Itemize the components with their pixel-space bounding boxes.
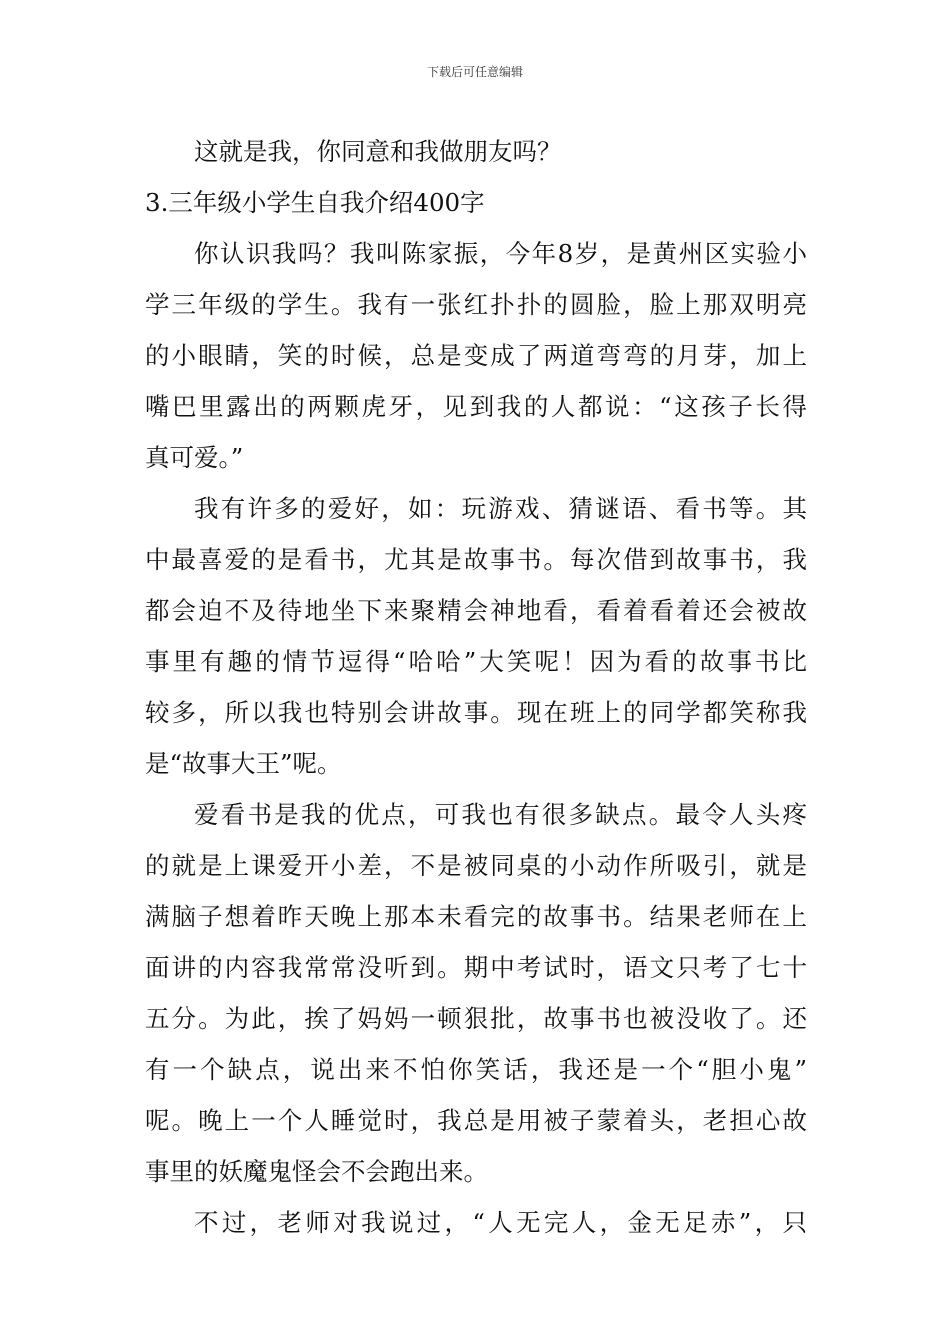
paragraph-line: 中最喜爱的是看书，尤其是故事书。每次借到故事书，我 [145,545,807,574]
paragraph-line: 五分。为此，挨了妈妈一顿狠批，故事书也被没收了。还 [145,1004,807,1033]
paragraph-line: 真可爱。” [145,443,244,472]
paragraph-line: 较多，所以我也特别会讲故事。现在班上的同学都笑称我 [145,698,807,727]
page-header: 下载后可任意编辑 [426,65,523,79]
paragraph-line: 都会迫不及待地坐下来聚精会神地看，看着看着还会被故 [145,596,807,625]
paragraph-line: 的就是上课爱开小差，不是被同桌的小动作所吸引，就是 [145,851,807,880]
paragraph-line: 有一个缺点，说出来不怕你笑话，我还是一个“胆小鬼” [145,1055,807,1084]
section-heading: 3.三年级小学生自我介绍400字 [145,188,485,217]
paragraph-line: 呢。晚上一个人睡觉时，我总是用被子蒙着头，老担心故 [145,1106,807,1135]
paragraph-line: 嘴巴里露出的两颗虎牙，见到我的人都说：“这孩子长得 [145,392,807,421]
document-body [145,126,807,1248]
paragraph-line: 学三年级的学生。我有一张红扑扑的圆脸，脸上那双明亮 [145,290,807,319]
paragraph-line: 不过，老师对我说过，“人无完人，金无足赤”，只 [194,1208,807,1237]
paragraph-line: 面讲的内容我常常没听到。期中考试时，语文只考了七十 [145,953,807,982]
paragraph-line: 是“故事大王”呢。 [145,749,342,778]
paragraph-line: 这就是我，你同意和我做朋友吗？ [194,137,562,166]
paragraph-line: 你认识我吗？我叫陈家振，今年8岁，是黄州区实验小 [194,239,807,268]
paragraph-line: 爱看书是我的优点，可我也有很多缺点。最令人头疼 [194,800,807,829]
paragraph-line: 满脑子想着昨天晚上那本未看完的故事书。结果老师在上 [145,902,807,931]
paragraph-line: 事里有趣的情节逗得“哈哈”大笑呢！因为看的故事书比 [145,647,807,676]
paragraph-line: 我有许多的爱好，如：玩游戏、猜谜语、看书等。其 [194,494,807,523]
paragraph-line: 事里的妖魔鬼怪会不会跑出来。 [145,1157,488,1186]
paragraph-line: 的小眼睛，笑的时候，总是变成了两道弯弯的月芽，加上 [145,341,807,370]
